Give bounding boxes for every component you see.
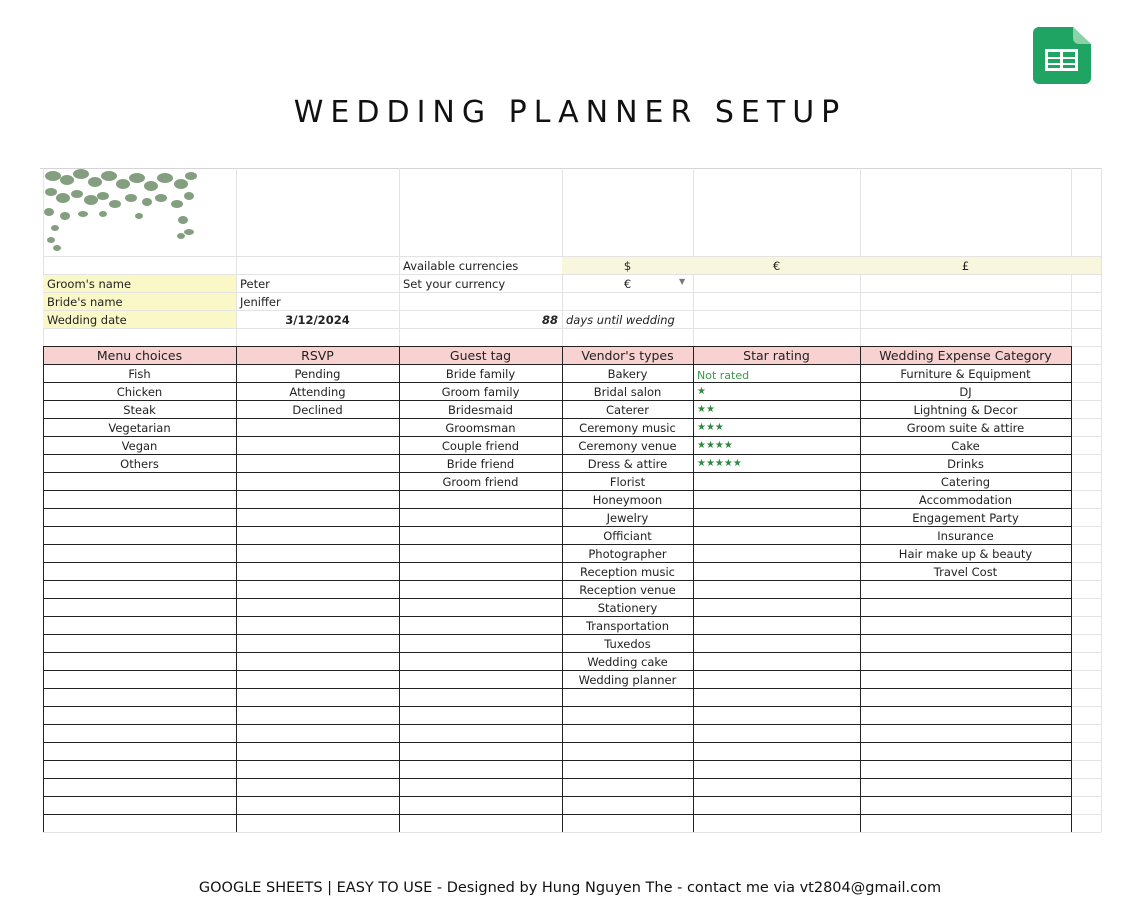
vendor-type-item[interactable]: Photographer xyxy=(588,547,667,561)
menu-choice-item[interactable]: Vegan xyxy=(121,439,158,453)
expense-category-item[interactable]: Insurance xyxy=(937,529,994,543)
vendor-type-item[interactable]: Florist xyxy=(609,475,646,489)
menu-choice-item[interactable]: Others xyxy=(120,457,159,471)
table-row-border xyxy=(43,724,1071,725)
vendor-types-header: Vendor's types xyxy=(581,348,674,363)
vendor-type-item[interactable]: Bakery xyxy=(607,367,648,381)
vendor-type-item[interactable]: Transportation xyxy=(585,619,670,633)
table-row-border xyxy=(43,616,1071,617)
expense-category-item[interactable]: Travel Cost xyxy=(933,565,998,579)
vendor-type-item[interactable]: Officiant xyxy=(603,529,652,543)
guest-tag-header: Guest tag xyxy=(449,348,512,363)
guest-tag-item[interactable]: Bride family xyxy=(445,367,516,381)
table-row-border xyxy=(43,778,1071,779)
expense-category-item[interactable]: Cake xyxy=(951,439,980,453)
vendor-type-item[interactable]: Bridal salon xyxy=(593,385,662,399)
vendor-type-item[interactable]: Stationery xyxy=(597,601,658,615)
bride-name-field[interactable]: Jeniffer xyxy=(240,295,281,309)
table-row-border xyxy=(43,706,1071,707)
table-row-border xyxy=(43,760,1071,761)
star-rating-icon[interactable]: ★★ xyxy=(697,404,715,415)
guest-tag-item[interactable]: Bride friend xyxy=(446,457,515,471)
grid-row-line xyxy=(43,832,1101,833)
vendor-type-item[interactable]: Jewelry xyxy=(606,511,649,525)
currency-select[interactable]: € xyxy=(623,277,632,291)
available-currencies-label[interactable]: Available currencies xyxy=(403,259,519,273)
menu-choices-header: Menu choices xyxy=(96,348,183,363)
table-row-border xyxy=(43,688,1071,689)
table-row-border xyxy=(43,346,1071,347)
expense-category-item[interactable]: Accommodation xyxy=(918,493,1013,507)
bride-name-label[interactable]: Bride's name xyxy=(47,295,123,309)
days-until-label[interactable]: days until wedding xyxy=(566,313,675,327)
chevron-down-icon[interactable]: ▼ xyxy=(679,277,686,286)
table-col-border xyxy=(1071,346,1072,832)
expense-category-item[interactable]: Catering xyxy=(940,475,991,489)
vendor-type-item[interactable]: Ceremony venue xyxy=(578,439,677,453)
vendor-type-item[interactable]: Ceremony music xyxy=(579,421,676,435)
grid-col-line xyxy=(1101,168,1102,832)
table-row-border xyxy=(43,634,1071,635)
menu-choice-item[interactable]: Steak xyxy=(123,403,156,417)
vendor-type-item[interactable]: Tuxedos xyxy=(604,637,651,651)
vendor-type-item[interactable]: Reception venue xyxy=(579,583,676,597)
not-rated-item[interactable]: Not rated xyxy=(697,369,750,382)
rsvp-item[interactable]: Attending xyxy=(289,385,346,399)
wedding-date-field[interactable]: 3/12/2024 xyxy=(285,313,350,327)
vendor-type-item[interactable]: Caterer xyxy=(606,403,649,417)
vendor-type-item[interactable]: Honeymoon xyxy=(592,493,663,507)
expense-category-item[interactable]: Engagement Party xyxy=(912,511,1019,525)
currency-option[interactable]: € xyxy=(772,259,781,273)
rsvp-header: RSVP xyxy=(301,348,334,363)
eucalyptus-leaves-decoration xyxy=(43,168,198,256)
expense-category-item[interactable]: Lightning & Decor xyxy=(913,403,1018,417)
days-count[interactable]: 88 xyxy=(541,313,558,327)
table-row-border xyxy=(43,814,1071,815)
guest-tag-item[interactable]: Groom family xyxy=(441,385,520,399)
rsvp-item[interactable]: Declined xyxy=(292,403,343,417)
rsvp-item[interactable]: Pending xyxy=(294,367,341,381)
star-rating-icon[interactable]: ★★★ xyxy=(697,422,724,433)
guest-tag-item[interactable]: Groomsman xyxy=(445,421,516,435)
vendor-type-item[interactable]: Wedding planner xyxy=(578,673,677,687)
groom-name-field[interactable]: Peter xyxy=(240,277,270,291)
vendor-type-item[interactable]: Wedding cake xyxy=(587,655,668,669)
menu-choice-item[interactable]: Vegetarian xyxy=(108,421,171,435)
expense-category-header: Wedding Expense Category xyxy=(879,348,1052,363)
expense-category-item[interactable]: Drinks xyxy=(947,457,984,471)
menu-choice-item[interactable]: Fish xyxy=(128,367,151,381)
expense-category-item[interactable]: DJ xyxy=(959,385,972,399)
cell-background xyxy=(1071,257,1101,274)
table-row-border xyxy=(43,598,1071,599)
expense-category-item[interactable]: Furniture & Equipment xyxy=(900,367,1031,381)
footer-credit: GOOGLE SHEETS | EASY TO USE - Designed by Hung Nguyen The - contact me via vt2804@gmail.com xyxy=(198,880,942,896)
wedding-date-label[interactable]: Wedding date xyxy=(47,313,127,327)
guest-tag-item[interactable]: Couple friend xyxy=(441,439,520,453)
currency-option[interactable]: £ xyxy=(961,259,970,273)
star-rating-icon[interactable]: ★★★★ xyxy=(697,440,733,451)
expense-category-item[interactable]: Groom suite & attire xyxy=(906,421,1025,435)
guest-tag-item[interactable]: Bridesmaid xyxy=(448,403,513,417)
vendor-type-item[interactable]: Dress & attire xyxy=(587,457,668,471)
google-sheets-icon xyxy=(1033,27,1091,84)
currency-option[interactable]: $ xyxy=(623,259,632,273)
groom-name-label[interactable]: Groom's name xyxy=(47,277,132,291)
vendor-type-item[interactable]: Reception music xyxy=(580,565,675,579)
table-row-border xyxy=(43,670,1071,671)
set-currency-label[interactable]: Set your currency xyxy=(403,277,506,291)
top-divider xyxy=(40,168,1102,169)
table-row-border xyxy=(43,742,1071,743)
guest-tag-item[interactable]: Groom friend xyxy=(442,475,519,489)
expense-category-item[interactable]: Hair make up & beauty xyxy=(898,547,1033,561)
star-rating-icon[interactable]: ★ xyxy=(697,386,706,397)
menu-choice-item[interactable]: Chicken xyxy=(116,385,163,399)
star-rating-header: Star rating xyxy=(743,348,810,363)
star-rating-icon[interactable]: ★★★★★ xyxy=(697,458,742,469)
page-title: WEDDING PLANNER SETUP xyxy=(293,95,847,130)
table-row-border xyxy=(43,796,1071,797)
table-row-border xyxy=(43,652,1071,653)
